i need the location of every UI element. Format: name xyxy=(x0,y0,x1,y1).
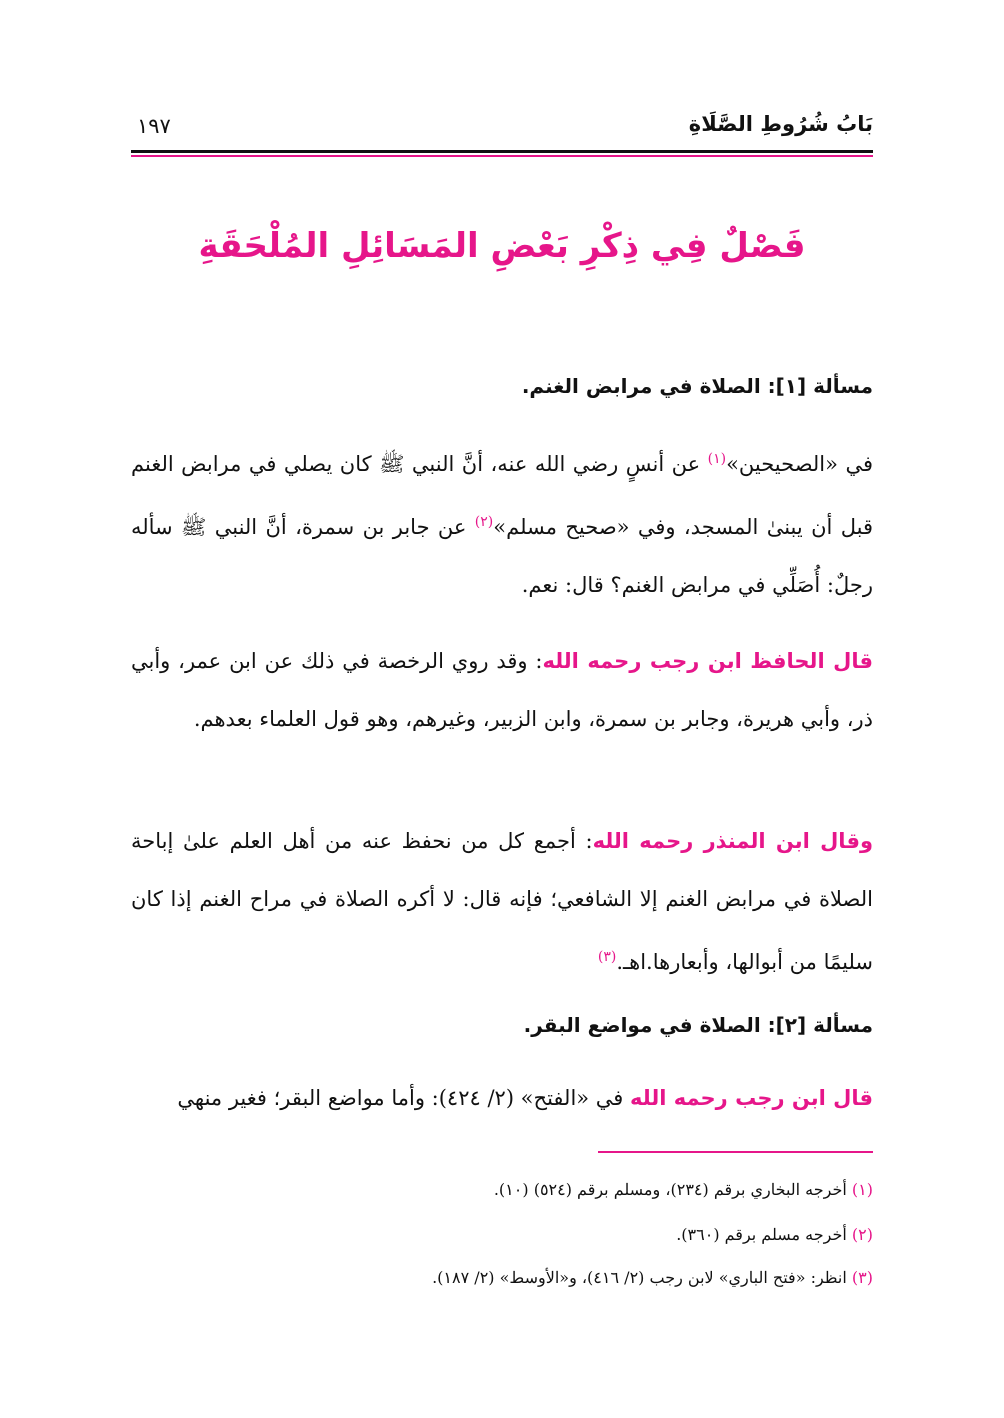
issue-1-heading xyxy=(131,374,873,398)
page-header xyxy=(131,112,873,146)
footnote-ref-1: (١) xyxy=(707,451,727,467)
footnote-3-text: انظر: «فتح الباري» لابن رجب (٢/ ٤١٦)، و«الأوسط» (٢/ ١٨٧). xyxy=(432,1268,852,1287)
paragraph-3 xyxy=(131,812,873,991)
ibn-rajab-speaker: قال الحافظ ابن رجب رحمه الله xyxy=(542,649,873,673)
footnote-1-number: (١) xyxy=(851,1180,873,1199)
para1-text-a: في «الصحيحين» xyxy=(726,452,873,476)
footnote-2-text: أخرجه مسلم برقم (٣٦٠). xyxy=(676,1225,852,1244)
para3-text: : أجمع كل من نحفظ عنه من أهل العلم علىٰ إباحة الصلاة في مرابض الغنم إلا الشافعي؛ فإنه قال: لا أكره الصلاة في مراح الغنم إذا كان سليمًا من أبوالها، وأبعارها.اهـ. xyxy=(131,829,873,974)
footnote-2-number: (٢) xyxy=(851,1225,873,1244)
para1-text-c: عن جابر بن سمرة، أنَّ النبي ﷺ سأله رجلٌ: أُصَلِّي في مرابض الغنم؟ قال: نعم. xyxy=(131,515,873,597)
footnote-ref-2: (٢) xyxy=(474,514,494,530)
para1-text-b: عن أنسٍ رضي الله عنه، أنَّ النبي ﷺ كان يصلي في مرابض الغنم قبل أن يبنىٰ المسجد، وفي «صحيح مسلم» xyxy=(131,452,873,539)
header-rule-black xyxy=(131,150,873,153)
issue-2-label: مسألة [٢]: xyxy=(767,1013,873,1037)
footnote-2 xyxy=(131,1225,873,1244)
footnote-3-number: (٣) xyxy=(851,1268,873,1287)
footnote-1-text: أخرجه البخاري برقم (٢٣٤)، ومسلم برقم (٥٢٤) (١٠). xyxy=(493,1180,852,1199)
footnote-3 xyxy=(131,1268,873,1287)
header-rule-pink xyxy=(131,155,873,157)
issue-1-title: الصلاة في مرابض الغنم. xyxy=(521,374,761,398)
paragraph-1 xyxy=(131,430,873,614)
issue-2-heading xyxy=(131,1013,873,1037)
para4-text: في «الفتح» (٢/ ٤٢٤): وأما مواضع البقر؛ فغير منهي xyxy=(177,1086,631,1110)
chapter-title: فَصْلٌ فِي ذِكْرِ بَعْضِ المَسَائِلِ المُلْحَقَةِ xyxy=(198,226,806,266)
ibn-rajab-speaker-2: قال ابن رجب رحمه الله xyxy=(630,1086,873,1110)
paragraph-2 xyxy=(131,632,873,748)
running-title: بَابُ شُرُوطِ الصَّلَاةِ xyxy=(688,112,873,136)
paragraph-4 xyxy=(131,1069,873,1127)
footnote-1 xyxy=(131,1180,873,1199)
footnote-separator xyxy=(598,1151,873,1153)
issue-1-label: مسألة [١]: xyxy=(767,374,873,398)
issue-2-title: الصلاة في مواضع البقر. xyxy=(523,1013,761,1037)
page-number: ١٩٧ xyxy=(137,114,171,138)
ibn-mundhir-speaker: وقال ابن المنذر رحمه الله xyxy=(592,829,873,853)
footnote-ref-3: (٣) xyxy=(597,949,617,965)
para2-text: : وقد روي الرخصة في ذلك عن ابن عمر، وأبي ذر، وأبي هريرة، وجابر بن سمرة، وابن الزبير، وغيرهم، وهو قول العلماء بعدهم. xyxy=(131,649,873,731)
